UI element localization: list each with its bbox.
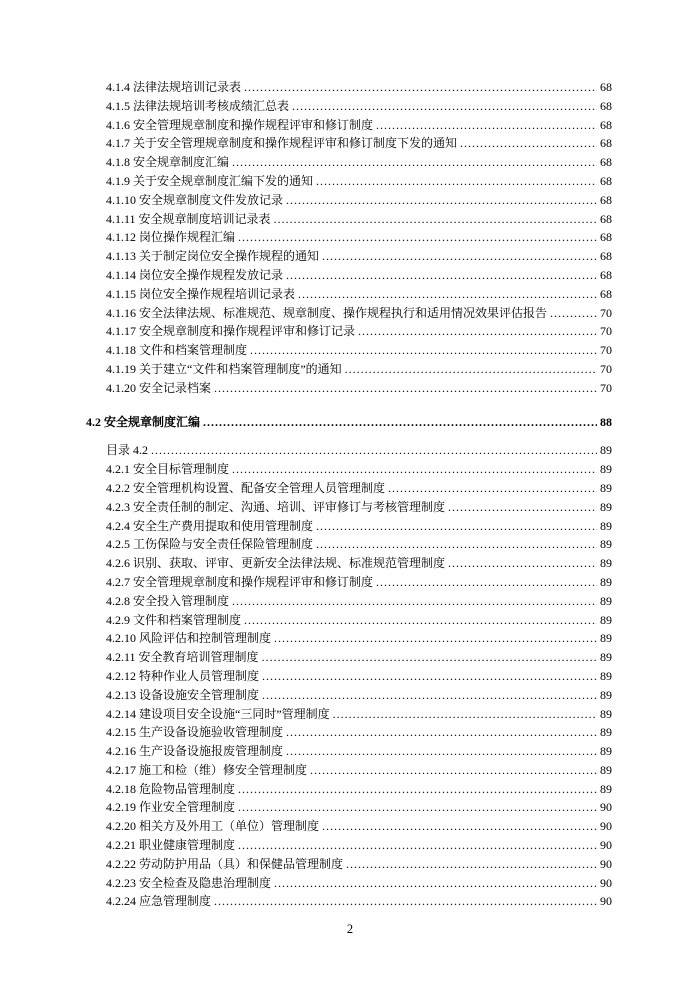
page-number: 2 bbox=[346, 922, 354, 936]
dot-leader bbox=[376, 573, 597, 592]
toc-entry-label: 4.2.11 安全教育培训管理制度 bbox=[106, 650, 259, 665]
toc-entry-page-number: 68 bbox=[600, 155, 612, 170]
toc-entry-label: 4.2.15 生产设备设施验收管理制度 bbox=[106, 725, 284, 740]
toc-entry-page-number: 89 bbox=[600, 443, 612, 458]
toc-entry bbox=[86, 874, 612, 893]
dot-leader bbox=[550, 304, 597, 323]
toc-entry-page-number: 68 bbox=[600, 192, 612, 207]
toc-entry-label: 4.1.18 文件和档案管理制度 bbox=[106, 343, 248, 358]
toc-entry-label: 4.2.4 安全生产费用提取和使用管理制度 bbox=[106, 518, 314, 533]
toc-section-4-2 bbox=[86, 441, 612, 911]
dot-leader bbox=[203, 413, 597, 432]
toc-entry bbox=[86, 723, 612, 742]
toc-entry-label: 4.2.23 安全检查及隐患治理制度 bbox=[106, 875, 272, 890]
dot-leader bbox=[244, 78, 597, 97]
toc-section-4-1 bbox=[86, 78, 612, 398]
toc-entry-label: 4.1.10 安全规章制度文件发放记录 bbox=[106, 192, 284, 207]
toc-entry-label: 4.2.18 危险物品管理制度 bbox=[106, 781, 236, 796]
toc-entry-page-number: 90 bbox=[600, 800, 612, 815]
dot-leader bbox=[358, 322, 597, 341]
toc-entry bbox=[86, 460, 612, 479]
toc-entry bbox=[86, 228, 612, 247]
toc-entry-page-number: 68 bbox=[600, 136, 612, 151]
dot-leader bbox=[298, 285, 597, 304]
toc-entry-label: 4.2.12 特种作业人员管理制度 bbox=[106, 668, 260, 683]
toc-entry bbox=[86, 648, 612, 667]
dot-leader bbox=[274, 874, 597, 893]
toc-entry-page-number: 90 bbox=[600, 894, 612, 909]
dot-leader bbox=[274, 629, 597, 648]
dot-leader bbox=[286, 266, 597, 285]
toc-entry-page-number: 68 bbox=[600, 249, 612, 264]
dot-leader bbox=[151, 441, 597, 460]
toc-entry-label: 4.2.22 劳动防护用品（具）和保健品管理制度 bbox=[106, 856, 344, 871]
dot-leader bbox=[460, 134, 597, 153]
toc-entry-label: 4.2.1 安全目标管理制度 bbox=[106, 462, 230, 477]
dot-leader bbox=[448, 498, 597, 517]
toc-entry-page-number: 89 bbox=[600, 631, 612, 646]
dot-leader bbox=[232, 460, 597, 479]
toc-entry-label: 4.2.7 安全管理规章制度和操作规程评审和修订制度 bbox=[106, 574, 374, 589]
toc-entry-page-number: 89 bbox=[600, 744, 612, 759]
toc-entry-page-number: 68 bbox=[600, 117, 612, 132]
toc-entry-page-number: 89 bbox=[600, 762, 612, 777]
toc-entry-page-number: 89 bbox=[600, 537, 612, 552]
dot-leader bbox=[322, 247, 597, 266]
toc-entry bbox=[86, 479, 612, 498]
toc-entry bbox=[86, 554, 612, 573]
toc-entry-page-number: 89 bbox=[600, 499, 612, 514]
toc-entry bbox=[86, 592, 612, 611]
dot-leader bbox=[310, 761, 597, 780]
toc-entry-label: 4.2.17 施工和检（维）修安全管理制度 bbox=[106, 762, 308, 777]
toc-entry-page-number: 90 bbox=[600, 838, 612, 853]
toc-entry-page-number: 89 bbox=[600, 556, 612, 571]
dot-leader bbox=[244, 611, 597, 630]
toc-entry-label: 4.1.4 法律法规培训记录表 bbox=[106, 80, 242, 94]
toc-entry-page-number: 89 bbox=[600, 706, 612, 721]
toc-entry-page-number: 89 bbox=[600, 781, 612, 796]
toc-heading-page-number: 88 bbox=[600, 414, 612, 429]
toc-entry-label: 目录 4.2 bbox=[106, 443, 149, 458]
toc-entry bbox=[86, 153, 612, 172]
toc-entry-label: 4.2.5 工伤保险与安全责任保险管理制度 bbox=[106, 537, 314, 552]
toc-entry-label: 4.2.14 建设项目安全设施“三同时”管理制度 bbox=[106, 706, 330, 721]
toc-entry-label: 4.2.2 安全管理机构设置、配备安全管理人员管理制度 bbox=[106, 480, 386, 495]
toc-entry-page-number: 89 bbox=[600, 518, 612, 533]
toc-entry-page-number: 89 bbox=[600, 462, 612, 477]
toc-entry bbox=[86, 134, 612, 153]
toc-entry bbox=[86, 517, 612, 536]
toc-entry-label: 4.2.6 识别、获取、评审、更新安全法律法规、标准规范管理制度 bbox=[106, 556, 446, 571]
dot-leader bbox=[238, 780, 597, 799]
toc-entry bbox=[86, 266, 612, 285]
toc-entry bbox=[86, 78, 612, 97]
toc-entry-label: 4.1.9 关于安全规章制度汇编下发的通知 bbox=[106, 173, 314, 188]
toc-entry bbox=[86, 742, 612, 761]
toc-entry-label: 4.1.12 岗位操作规程汇编 bbox=[106, 230, 236, 245]
toc-entry-page-number: 70 bbox=[600, 343, 612, 358]
toc-entry-page-number: 89 bbox=[600, 480, 612, 495]
toc-entry-page-number: 89 bbox=[600, 650, 612, 665]
toc-entry bbox=[86, 535, 612, 554]
dot-leader bbox=[286, 191, 597, 210]
toc-entry-label: 4.2.13 设备设施安全管理制度 bbox=[106, 687, 260, 702]
toc-entry-label: 4.2.20 相关方及外用工（单位）管理制度 bbox=[106, 819, 320, 834]
toc-entry bbox=[86, 116, 612, 135]
dot-leader bbox=[345, 360, 597, 379]
toc-entry bbox=[86, 360, 612, 379]
toc-entry-page-number: 90 bbox=[600, 856, 612, 871]
toc-entry-page-number: 68 bbox=[600, 211, 612, 226]
toc-entry bbox=[86, 285, 612, 304]
toc-entry-page-number: 68 bbox=[600, 230, 612, 245]
toc-entry-page-number: 89 bbox=[600, 687, 612, 702]
toc-entry-page-number: 70 bbox=[600, 324, 612, 339]
toc-entry-page-number: 90 bbox=[600, 875, 612, 890]
toc-entry-label: 4.2.3 安全责任制的制定、沟通、培训、评审修订与考核管理制度 bbox=[106, 499, 446, 514]
toc-entry bbox=[86, 304, 612, 323]
toc-entry bbox=[86, 836, 612, 855]
toc-entry-label: 4.1.5 法律法规培训考核成绩汇总表 bbox=[106, 98, 290, 113]
toc-entry bbox=[86, 686, 612, 705]
toc-entry-label: 4.2.19 作业安全管理制度 bbox=[106, 800, 236, 815]
dot-leader bbox=[376, 116, 597, 135]
toc-entry bbox=[86, 191, 612, 210]
toc-entry-label: 4.1.6 安全管理规章制度和操作规程评审和修订制度 bbox=[106, 117, 374, 132]
dot-leader bbox=[262, 648, 597, 667]
toc-entry-label: 4.1.8 安全规章制度汇编 bbox=[106, 155, 230, 170]
toc-entry bbox=[86, 761, 612, 780]
dot-leader bbox=[286, 742, 597, 761]
dot-leader bbox=[214, 379, 597, 398]
toc-entry-page-number: 68 bbox=[600, 173, 612, 188]
toc-entry-label: 4.1.14 岗位安全操作规程发放记录 bbox=[106, 267, 284, 282]
toc-entry bbox=[86, 441, 612, 460]
toc-entry-label: 4.2.16 生产设备设施报废管理制度 bbox=[106, 744, 284, 759]
dot-leader bbox=[262, 667, 597, 686]
toc-entry bbox=[86, 705, 612, 724]
dot-leader bbox=[448, 554, 597, 573]
toc-entry bbox=[86, 611, 612, 630]
dot-leader bbox=[238, 798, 597, 817]
toc-entry-label: 4.2.8 安全投入管理制度 bbox=[106, 593, 230, 608]
toc-entry-label: 4.1.20 安全记录档案 bbox=[106, 380, 212, 395]
dot-leader bbox=[238, 836, 597, 855]
toc-entry-label: 4.2.10 风险评估和控制管理制度 bbox=[106, 631, 272, 646]
toc-entry-page-number: 70 bbox=[600, 380, 612, 395]
toc-entry-label: 4.2.24 应急管理制度 bbox=[106, 894, 212, 909]
toc-entry-page-number: 89 bbox=[600, 725, 612, 740]
toc-entry bbox=[86, 247, 612, 266]
dot-leader bbox=[232, 592, 597, 611]
toc-entry-page-number: 90 bbox=[600, 819, 612, 834]
toc-entry bbox=[86, 629, 612, 648]
toc-entry-page-number: 68 bbox=[600, 267, 612, 282]
dot-leader bbox=[388, 479, 597, 498]
toc-entry-label: 4.1.11 安全规章制度培训记录表 bbox=[106, 211, 271, 226]
toc-entry-label: 4.1.7 关于安全管理规章制度和操作规程评审和修订制度下发的通知 bbox=[106, 136, 458, 151]
toc-entry bbox=[86, 780, 612, 799]
toc-entry-page-number: 89 bbox=[600, 612, 612, 627]
toc-entry bbox=[86, 573, 612, 592]
toc-entry bbox=[86, 817, 612, 836]
dot-leader bbox=[274, 210, 597, 229]
dot-leader bbox=[292, 97, 597, 116]
toc-entry-page-number: 70 bbox=[600, 305, 612, 320]
dot-leader bbox=[238, 228, 597, 247]
toc-entry-page-number: 70 bbox=[600, 361, 612, 376]
toc-heading-label: 4.2 安全规章制度汇编 bbox=[86, 414, 201, 429]
toc-entry bbox=[86, 97, 612, 116]
toc-entry-page-number: 89 bbox=[600, 574, 612, 589]
toc-entry-label: 4.1.17 安全规章制度和操作规程评审和修订记录 bbox=[106, 324, 356, 339]
dot-leader bbox=[333, 705, 597, 724]
dot-leader bbox=[232, 153, 597, 172]
toc-entry bbox=[86, 667, 612, 686]
toc-entry bbox=[86, 322, 612, 341]
toc-entry-label: 4.1.13 关于制定岗位安全操作规程的通知 bbox=[106, 249, 320, 264]
dot-leader bbox=[250, 341, 597, 360]
dot-leader bbox=[346, 855, 597, 874]
toc-entry-label: 4.1.19 关于建立“文件和档案管理制度”的通知 bbox=[106, 361, 342, 376]
toc-entry-page-number: 89 bbox=[600, 668, 612, 683]
toc-entry bbox=[86, 892, 612, 911]
toc-entry bbox=[86, 855, 612, 874]
toc-entry bbox=[86, 210, 612, 229]
toc-entry-page-number: 68 bbox=[600, 286, 612, 301]
toc-entry bbox=[86, 798, 612, 817]
toc-section-heading bbox=[86, 413, 612, 432]
dot-leader bbox=[262, 686, 597, 705]
toc-entry-label: 4.2.9 文件和档案管理制度 bbox=[106, 612, 242, 627]
dot-leader bbox=[286, 723, 597, 742]
toc-entry-page-number: 89 bbox=[600, 593, 612, 608]
dot-leader bbox=[322, 817, 597, 836]
dot-leader bbox=[316, 172, 597, 191]
toc-entry-label: 4.1.16 安全法律法规、标准规范、规章制度、操作规程执行和适用情况效果评估报告 bbox=[106, 305, 548, 320]
toc-entry-label: 4.2.21 职业健康管理制度 bbox=[106, 838, 236, 853]
dot-leader bbox=[316, 535, 597, 554]
toc-entry-label: 4.1.15 岗位安全操作规程培训记录表 bbox=[106, 286, 296, 301]
toc-entry bbox=[86, 379, 612, 398]
toc-entry bbox=[86, 498, 612, 517]
toc-entry-page-number: 68 bbox=[600, 98, 612, 113]
dot-leader bbox=[316, 517, 597, 536]
toc-entry-page-number: 68 bbox=[600, 80, 612, 94]
toc-entry bbox=[86, 341, 612, 360]
dot-leader bbox=[214, 892, 597, 911]
toc-entry bbox=[86, 172, 612, 191]
